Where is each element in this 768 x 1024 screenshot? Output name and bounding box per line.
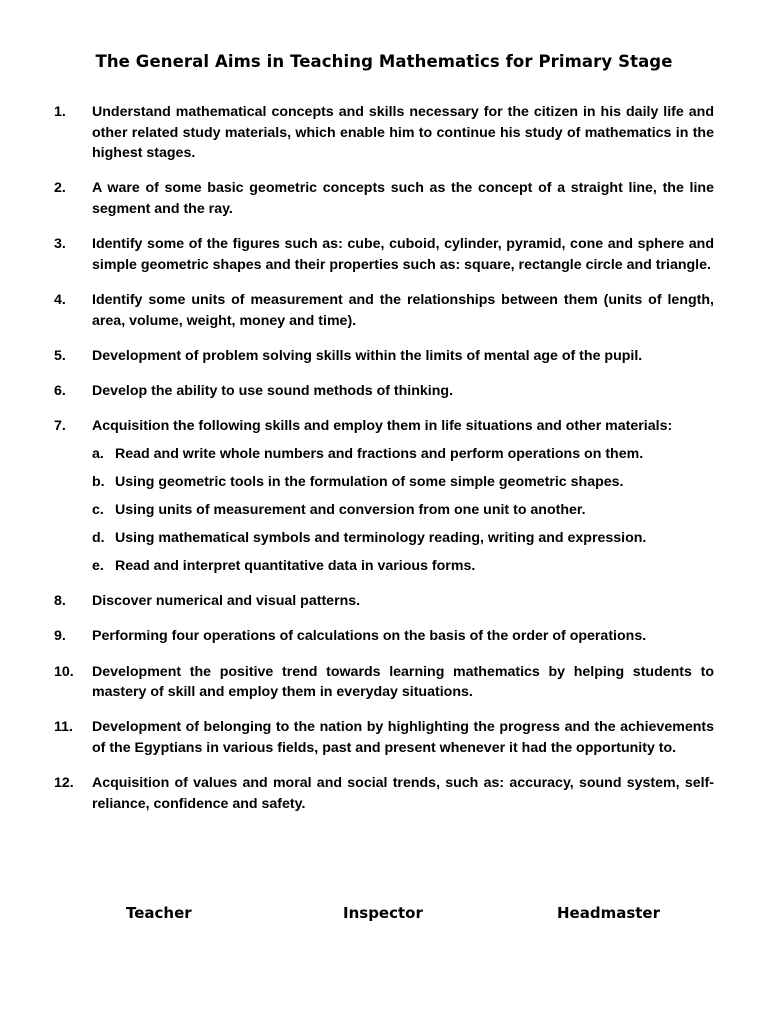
sub-text: Using mathematical symbols and terminology reading, writing and expression. (115, 529, 647, 546)
sub-item-d (92, 528, 714, 549)
aim-body (92, 416, 714, 577)
aim-item-8 (54, 591, 714, 612)
aim-item-9 (54, 626, 714, 647)
aim-text: Discover numerical and visual patterns. (92, 593, 361, 610)
aim-text: A ware of some basic geometric concepts such as the concept of a straight line, the line segment and the ray. (92, 180, 714, 217)
aim-number: 8. (54, 593, 66, 610)
signature-row (0, 904, 768, 928)
aim-number: 10. (54, 663, 74, 680)
aim-number: 3. (54, 236, 66, 253)
aim-text: Acquisition the following skills and employ them in life situations and other materials: (92, 418, 673, 435)
aim-item-6 (54, 381, 714, 402)
sub-item-e (92, 556, 714, 577)
aim-text: Identify some units of measurement and the relationships between them (units of length, area, volume, weight, money and time). (92, 291, 714, 329)
aim-number: 9. (54, 628, 66, 645)
aim-number: 5. (54, 347, 66, 364)
aim-number: 12. (54, 775, 74, 792)
aim-text: Understand mathematical concepts and skills necessary for the citizen in his daily life and other related study materials, which enable him to continue his study of mathematics in the highest stages. (92, 104, 714, 162)
sub-text: Using units of measurement and conversion from one unit to another. (115, 501, 586, 518)
aim-number: 2. (54, 180, 66, 197)
sub-letter: a. (92, 445, 104, 462)
aim-text: Development the positive trend towards learning mathematics by helping students to mastery of skill and employ them in everyday situations. (92, 663, 714, 701)
sub-letter: e. (92, 558, 104, 575)
aim-item-5 (54, 346, 714, 367)
aim-text: Development of problem solving skills within the limits of mental age of the pupil. (92, 347, 643, 364)
aim-item-2 (54, 178, 714, 219)
document-title: The General Aims in Teaching Mathematics for Primary Stage (95, 52, 673, 71)
aims-list (54, 102, 714, 829)
aim-number: 4. (54, 291, 66, 308)
sub-letter: b. (92, 473, 105, 490)
aim-number: 11. (54, 719, 73, 736)
sub-item-c (92, 500, 714, 521)
aim-item-1 (54, 102, 714, 164)
skills-sublist (92, 444, 714, 577)
sub-item-b (92, 472, 714, 493)
inspector-signature-label: Inspector (343, 904, 423, 922)
teacher-signature-label: Teacher (126, 904, 192, 922)
aim-text: Develop the ability to use sound methods of thinking. (92, 382, 454, 399)
sub-item-a (92, 444, 714, 465)
aim-number: 6. (54, 382, 66, 399)
aim-item-4 (54, 290, 714, 331)
aim-text: Performing four operations of calculations on the basis of the order of operations. (92, 628, 647, 645)
aim-item-12 (54, 773, 714, 814)
headmaster-signature-label: Headmaster (557, 904, 661, 922)
sub-text: Using geometric tools in the formulation of some simple geometric shapes. (115, 473, 624, 490)
aim-item-10 (54, 662, 714, 703)
sub-text: Read and interpret quantitative data in various forms. (115, 558, 476, 575)
sub-letter: c. (92, 501, 104, 518)
aim-text: Identify some of the figures such as: cube, cuboid, cylinder, pyramid, cone and sphere and simple geometric shapes and their properties such as: square, rectangle circle and triangle. (92, 236, 714, 273)
aim-item-11 (54, 717, 714, 758)
aim-item-3 (54, 234, 714, 275)
aim-item-7 (54, 416, 714, 577)
aim-text: Development of belonging to the nation by highlighting the progress and the achievements of the Egyptians in various fields, past and present whenever it had the opportunity to. (92, 719, 714, 756)
aim-text: Acquisition of values and moral and social trends, such as: accuracy, sound system, self-reliance, confidence and safety. (92, 775, 714, 812)
sub-letter: d. (92, 529, 105, 546)
aim-number: 7. (54, 418, 66, 435)
sub-text: Read and write whole numbers and fractions and perform operations on them. (115, 445, 644, 462)
aim-number: 1. (54, 104, 66, 120)
